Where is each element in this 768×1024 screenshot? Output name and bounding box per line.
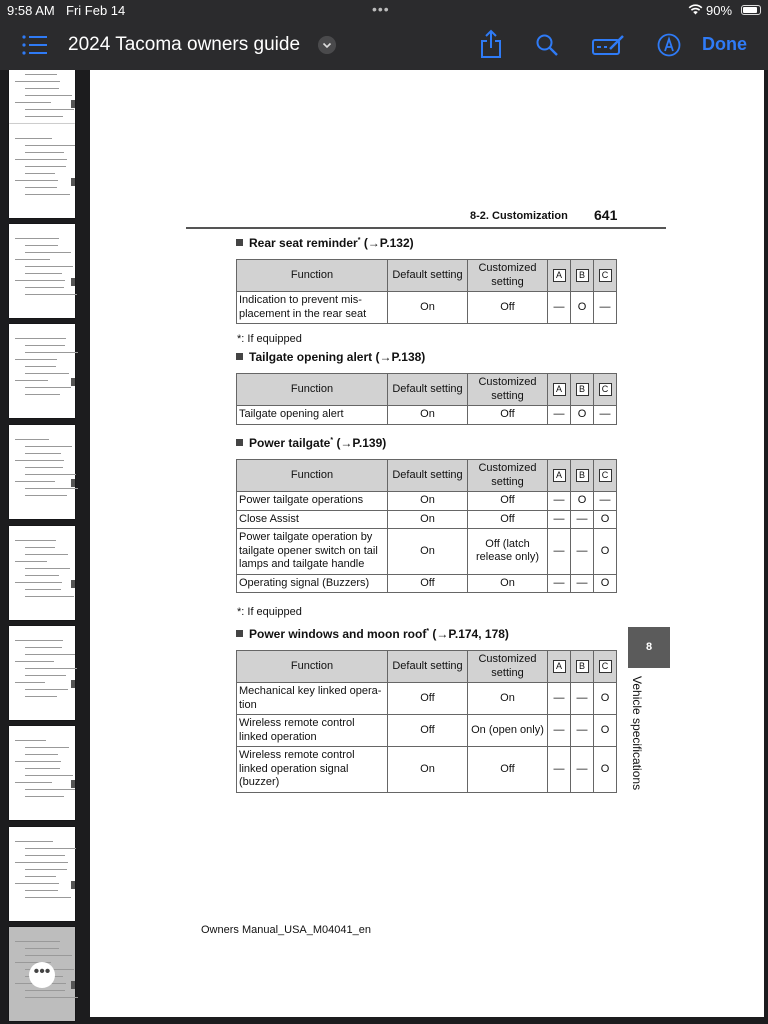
table-rear-seat-reminder (236, 259, 617, 324)
page-thumbnail[interactable] (9, 827, 75, 921)
section-header: 8-2. Customization (470, 210, 568, 222)
cell-c: O (594, 715, 617, 747)
cell-a: — (548, 715, 571, 747)
table-header-row (237, 260, 617, 292)
cell-c: — (594, 292, 617, 324)
heading-power-tailgate: Power tailgate* (→P.139) (236, 436, 386, 450)
chapter-tab: 8 (628, 627, 670, 668)
header-default-setting: Default setting (388, 460, 468, 492)
status-time: 9:58 AM (7, 3, 55, 18)
header-customized-setting: Customized setting (468, 651, 548, 683)
battery-percent: 90% (706, 3, 733, 18)
header-a: A (548, 460, 571, 492)
cell-b: O (571, 292, 594, 324)
header-customized-setting: Customized setting (468, 460, 548, 492)
cell-a: — (548, 292, 571, 324)
cell-b: — (571, 574, 594, 593)
cell-b: O (571, 492, 594, 511)
footnote: *: If equipped (237, 606, 302, 618)
cell-c: O (594, 574, 617, 593)
cell-customized: On (468, 574, 548, 593)
table-header-row (237, 651, 617, 683)
cell-function: Power tailgate operations (237, 492, 388, 511)
page-number: 641 (594, 207, 618, 223)
table-row (237, 747, 617, 793)
header-function: Function (237, 374, 388, 406)
header-customized-setting: Customized setting (468, 374, 548, 406)
table-tailgate-opening-alert (236, 373, 617, 425)
page-thumbnail[interactable] (9, 526, 75, 620)
table-row (237, 715, 617, 747)
page-thumbnail[interactable] (9, 626, 75, 720)
cell-customized: Off (468, 292, 548, 324)
cell-default: On (388, 529, 468, 575)
cell-default: On (388, 492, 468, 511)
battery-icon (741, 5, 761, 15)
header-a: A (548, 260, 571, 292)
document-title[interactable]: 2024 Tacoma owners guide (68, 34, 301, 55)
done-button[interactable]: Done (702, 34, 747, 54)
cell-c: O (594, 747, 617, 793)
header-a: A (548, 651, 571, 683)
cell-function: Operating signal (Buzzers) (237, 574, 388, 593)
header-b: B (571, 460, 594, 492)
page-thumbnail[interactable] (9, 224, 75, 318)
header-c: C (594, 260, 617, 292)
header-c: C (594, 651, 617, 683)
cell-default: On (388, 747, 468, 793)
header-a: A (548, 374, 571, 406)
header-default-setting: Default setting (388, 374, 468, 406)
cell-customized: Off (468, 747, 548, 793)
cell-b: — (571, 715, 594, 747)
header-function: Function (237, 651, 388, 683)
chevron-down-icon[interactable] (318, 36, 336, 54)
chapter-label: Vehicle specifications (630, 676, 644, 791)
page-thumbnail-sidebar[interactable] (0, 70, 84, 1024)
header-c: C (594, 374, 617, 406)
cell-customized: Off (468, 406, 548, 425)
page-thumbnail[interactable] (9, 726, 75, 820)
header-default-setting: Default setting (388, 651, 468, 683)
search-icon[interactable] (535, 33, 559, 57)
cell-b: — (571, 510, 594, 529)
list-icon[interactable] (22, 34, 48, 56)
wifi-icon (688, 4, 703, 15)
cell-default: Off (388, 683, 468, 715)
table-row (237, 406, 617, 425)
cell-function: Indication to prevent mis-placement in the rear seat (237, 292, 388, 324)
page-thumbnail[interactable] (9, 124, 75, 218)
cell-default: Off (388, 574, 468, 593)
cell-default: On (388, 292, 468, 324)
cell-c: O (594, 529, 617, 575)
table-row (237, 529, 617, 575)
markup-icon[interactable] (592, 34, 626, 56)
table-header-row (237, 374, 617, 406)
cell-default: On (388, 406, 468, 425)
table-row (237, 510, 617, 529)
cell-function: Close Assist (237, 510, 388, 529)
table-power-tailgate (236, 459, 617, 593)
header-b: B (571, 260, 594, 292)
cell-function: Mechanical key linked opera-tion (237, 683, 388, 715)
table-row (237, 492, 617, 511)
page-thumbnail[interactable] (9, 324, 75, 418)
table-row (237, 292, 617, 324)
cell-c: — (594, 406, 617, 425)
heading-rear-seat-reminder: Rear seat reminder* (→P.132) (236, 236, 414, 250)
page-thumbnail[interactable] (9, 425, 75, 519)
cell-customized: On (open only) (468, 715, 548, 747)
header-function: Function (237, 260, 388, 292)
cell-function: Tailgate opening alert (237, 406, 388, 425)
table-header-row (237, 460, 617, 492)
cell-a: — (548, 492, 571, 511)
cell-b: O (571, 406, 594, 425)
table-row (237, 683, 617, 715)
header-c: C (594, 460, 617, 492)
cell-b: — (571, 683, 594, 715)
cell-customized: On (468, 683, 548, 715)
header-default-setting: Default setting (388, 260, 468, 292)
cell-customized: Off (468, 492, 548, 511)
header-function: Function (237, 460, 388, 492)
cell-default: On (388, 510, 468, 529)
cell-a: — (548, 747, 571, 793)
cell-b: — (571, 529, 594, 575)
status-date: Fri Feb 14 (66, 3, 126, 18)
heading-tailgate-opening-alert: Tailgate opening alert (→P.138) (236, 350, 425, 364)
toolbar (0, 22, 768, 70)
cell-a: — (548, 683, 571, 715)
cell-customized: Off (latch release only) (468, 529, 548, 575)
cell-c: O (594, 683, 617, 715)
cell-a: — (548, 529, 571, 575)
header-rule (186, 227, 666, 229)
status-bar (0, 0, 768, 22)
cell-default: Off (388, 715, 468, 747)
cell-c: O (594, 510, 617, 529)
cell-function: Power tailgate operation by tailgate opener switch on tail lamps and tailgate handle (237, 529, 388, 575)
cell-customized: Off (468, 510, 548, 529)
header-b: B (571, 651, 594, 683)
heading-power-windows: Power windows and moon roof* (→P.174, 178) (236, 627, 509, 641)
cell-function: Wireless remote control linked operation signal (buzzer) (237, 747, 388, 793)
more-icon[interactable]: ••• (29, 962, 55, 988)
header-customized-setting: Customized setting (468, 260, 548, 292)
cell-function: Wireless remote control linked operation (237, 715, 388, 747)
cell-a: — (548, 574, 571, 593)
multitasking-dots-icon[interactable]: ••• (372, 1, 390, 17)
table-power-windows (236, 650, 617, 793)
cell-a: — (548, 510, 571, 529)
table-row (237, 574, 617, 593)
pencil-circle-icon[interactable] (657, 33, 681, 57)
header-b: B (571, 374, 594, 406)
cell-b: — (571, 747, 594, 793)
footnote: *: If equipped (237, 333, 302, 345)
share-icon[interactable] (479, 29, 503, 59)
page-footer: Owners Manual_USA_M04041_en (201, 924, 371, 936)
cell-c: — (594, 492, 617, 511)
cell-a: — (548, 406, 571, 425)
